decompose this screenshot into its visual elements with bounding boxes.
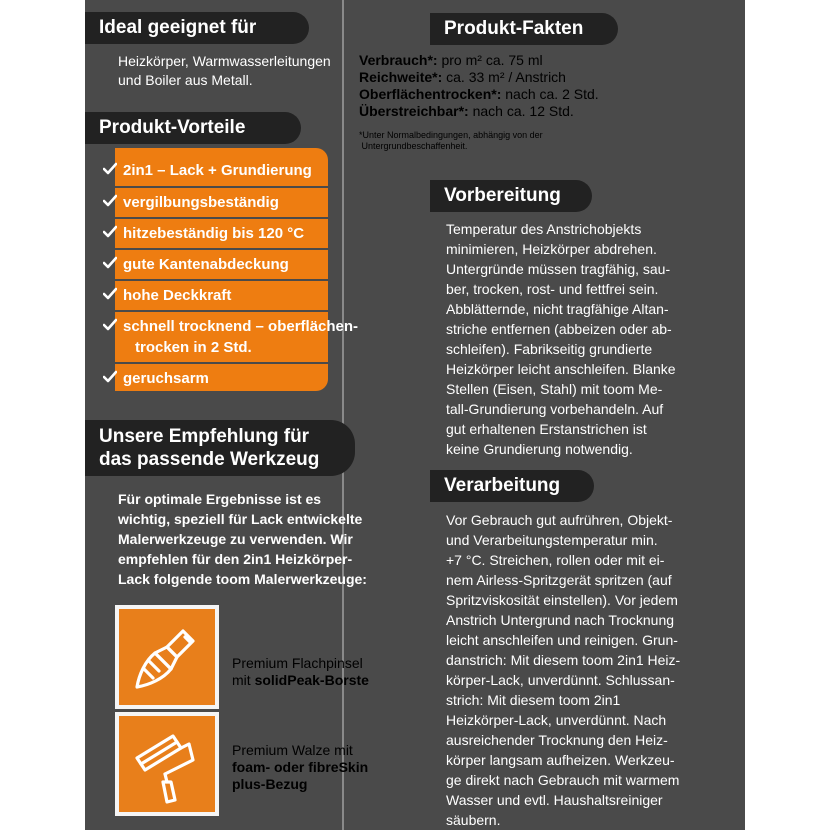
tool-2-line <box>232 759 368 776</box>
checkmark-icon <box>103 225 117 239</box>
verarbeitung-text <box>446 510 680 830</box>
verarbeitung-line: Anstrich Untergrund nach Trocknung <box>446 612 675 628</box>
empfehlung-text <box>118 489 367 589</box>
fact-label: Reichweite*: <box>359 69 443 85</box>
footnote-line: *Unter Normalbedingungen, abhängig von der <box>359 130 543 140</box>
ideal-text-line: Heizkörper, Warmwasserleitungen <box>118 53 331 69</box>
fact-value: ca. 33 m² / Anstrich <box>442 69 566 85</box>
advantage-separator <box>115 217 328 219</box>
checkmark-icon <box>103 287 117 301</box>
empfehlung-header-line: Unsere Empfehlung für <box>99 426 310 447</box>
verarbeitung-line: leicht anschleifen und reinigen. Grun- <box>446 632 678 648</box>
empfehlung-line: Malerwerkzeuge zu verwenden. Wir <box>118 531 353 547</box>
vorbereitung-header <box>430 180 592 212</box>
paint-roller-icon <box>119 716 215 812</box>
ideal-header <box>85 12 309 44</box>
tool-2-line <box>232 776 368 793</box>
advantage-item <box>103 287 231 304</box>
verarbeitung-line: und Verarbeitungstemperatur min. <box>446 532 658 548</box>
advantage-item <box>103 318 358 335</box>
ideal-text <box>118 52 331 90</box>
column-divider <box>342 0 344 830</box>
ideal-header-text: Ideal geeignet für <box>99 17 257 38</box>
verarbeitung-header-text: Verarbeitung <box>444 475 561 496</box>
verarbeitung-line: ausreichender Trocknung den Heiz- <box>446 732 668 748</box>
verarbeitung-line: Heizkörper-Lack, unverdünnt. Nach <box>446 712 667 728</box>
fact-row <box>359 103 599 120</box>
advantage-label: hitzebeständig bis 120 °C <box>123 225 305 242</box>
fakten-header <box>430 13 618 45</box>
fact-label: Verbrauch*: <box>359 52 438 68</box>
advantage-item <box>103 194 279 211</box>
verarbeitung-header <box>430 470 594 502</box>
tool-1-line <box>232 672 369 689</box>
tool-2-line: Premium Walze mit <box>232 742 353 758</box>
empfehlung-line: wichtig, speziell für Lack entwickelte <box>118 511 363 527</box>
tool-1-prefix: mit <box>232 672 255 688</box>
advantage-item <box>103 225 304 242</box>
checkmark-icon <box>103 370 117 384</box>
checkmark-icon <box>103 194 117 208</box>
ideal-text-line: und Boiler aus Metall. <box>118 72 253 88</box>
verarbeitung-line: Wasser und evtl. Haushaltsreiniger <box>446 792 663 808</box>
empfehlung-line: empfehlen für den 2in1 Heizkörper- <box>118 551 353 567</box>
vorteile-header-text: Produkt-Vorteile <box>99 117 246 138</box>
vorbereitung-text <box>446 219 676 459</box>
flat-brush-tile <box>115 605 219 709</box>
tool-2-bold: foam- oder fibreSkin <box>232 759 369 775</box>
verarbeitung-line: körper langsam aufheizen. Werkzeu- <box>446 752 675 768</box>
vorbereitung-line: Untergründe müssen tragfähig, sau- <box>446 261 671 277</box>
advantage-label: 2in1 – Lack + Grundierung <box>123 162 312 179</box>
empfehlung-line: Lack folgende toom Malerwerkzeuge: <box>118 571 367 587</box>
advantage-separator <box>115 186 328 188</box>
vorteile-header <box>85 112 301 144</box>
advantage-item <box>103 162 312 179</box>
advantage-item <box>103 370 209 387</box>
advantage-label: trocken in 2 Std. <box>135 339 252 356</box>
fact-label: Oberflächentrocken*: <box>359 86 502 102</box>
fact-row <box>359 52 599 69</box>
advantage-label: geruchsarm <box>123 370 209 387</box>
advantage-separator <box>115 310 328 312</box>
advantage-item-continuation <box>135 339 252 356</box>
verarbeitung-line: nem Airless-Spritzgerät spritzen (auf <box>446 572 672 588</box>
vorbereitung-header-text: Vorbereitung <box>444 185 561 206</box>
footnote <box>359 130 543 152</box>
advantage-label: hohe Deckkraft <box>123 287 232 304</box>
tool-2-label <box>232 742 368 793</box>
vorbereitung-line: Stellen (Eisen, Stahl) mit toom Me- <box>446 381 663 397</box>
advantage-label: vergilbungsbeständig <box>123 194 279 211</box>
vorbereitung-line: schleifen). Fabrikseitig grundierte <box>446 341 653 357</box>
tool-1-line: Premium Flachpinsel <box>232 655 363 671</box>
vorbereitung-line: Abblätternde, nicht tragfähige Altan- <box>446 301 669 317</box>
tool-2-bold: plus-Bezug <box>232 776 308 792</box>
advantage-item <box>103 256 289 273</box>
fact-value: nach ca. 2 Std. <box>501 86 599 102</box>
vorbereitung-line: Temperatur des Anstrichobjekts <box>446 221 642 237</box>
verarbeitung-line: Spritzviskosität einstellen). Vor jedem <box>446 592 678 608</box>
verarbeitung-line: körper-Lack, unverdünnt. Schlussan- <box>446 672 675 688</box>
fact-value: nach ca. 12 Std. <box>468 103 574 119</box>
checkmark-icon <box>103 162 117 176</box>
vorbereitung-line: Heizkörper leicht anschleifen. Blanke <box>446 361 676 377</box>
vorbereitung-line: minimieren, Heizkörper abdrehen. <box>446 241 657 257</box>
verarbeitung-line: säubern. <box>446 812 501 828</box>
advantage-label: gute Kantenabdeckung <box>123 256 289 273</box>
verarbeitung-line: Vor Gebrauch gut aufrühren, Objekt- <box>446 512 673 528</box>
empfehlung-header-line: das passende Werkzeug <box>99 449 320 470</box>
tool-1-bold: solidPeak-Borste <box>254 672 369 688</box>
vorbereitung-line: striche entfernen (abbeizen oder ab- <box>446 321 672 337</box>
fact-label: Überstreichbar*: <box>359 103 469 119</box>
vorbereitung-line: ber, trocken, rost- und fettfrei sein. <box>446 281 659 297</box>
verarbeitung-line: +7 °C. Streichen, rollen oder mit ei- <box>446 552 665 568</box>
fact-row <box>359 69 599 86</box>
tool-1-label <box>232 655 369 689</box>
vorbereitung-line: tall-Grundierung vorbehandeln. Auf <box>446 401 664 417</box>
brush-icon <box>119 609 215 705</box>
vorbereitung-line: gut erhaltenen Erstanstrichen ist <box>446 421 647 437</box>
advantage-separator <box>115 248 328 250</box>
footnote-line: Untergrundbeschaffenheit. <box>359 141 468 151</box>
vorbereitung-line: keine Grundierung notwendig. <box>446 441 633 457</box>
verarbeitung-line: danstrich: Mit diesem toom 2in1 Heiz- <box>446 652 681 668</box>
advantage-separator <box>115 279 328 281</box>
fakten-header-text: Produkt-Fakten <box>444 18 584 39</box>
fact-value: pro m² ca. 75 ml <box>437 52 543 68</box>
checkmark-icon <box>103 318 117 332</box>
verarbeitung-line: ge direkt nach Gebrauch mit warmem <box>446 772 680 788</box>
checkmark-icon <box>103 256 117 270</box>
facts-list <box>359 52 599 120</box>
advantage-separator <box>115 362 328 364</box>
advantage-label: schnell trocknend – oberflächen- <box>123 318 359 335</box>
fact-row <box>359 86 599 103</box>
paint-roller-tile <box>115 712 219 816</box>
empfehlung-line: Für optimale Ergebnisse ist es <box>118 491 322 507</box>
verarbeitung-line: strich: Mit diesem toom 2in1 <box>446 692 621 708</box>
empfehlung-header <box>85 420 355 476</box>
